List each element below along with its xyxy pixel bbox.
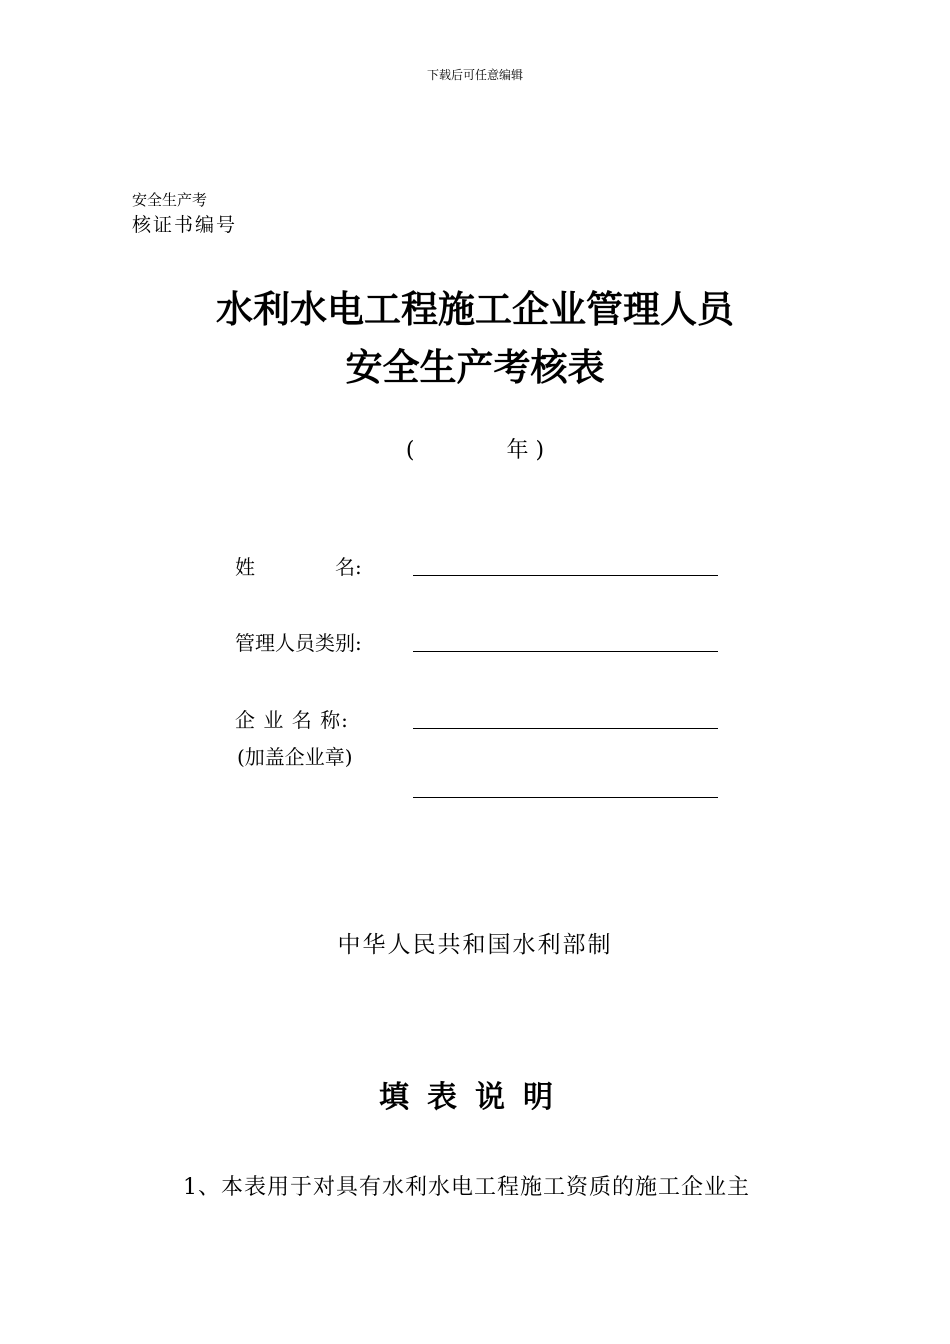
instructions-item-1: 1、本表用于对具有水利水电工程施工资质的施工企业主 [183, 1175, 750, 1200]
issuer-text: 中华人民共和国水利部制 [337, 932, 613, 958]
company-name-input-line[interactable] [413, 728, 718, 729]
certificate-number-label-line1: 安全生产考 [132, 191, 208, 209]
name-label: 姓 名: [235, 555, 362, 579]
certificate-number-label-line2: 核证书编号 [132, 214, 238, 236]
company-name-label: 企 业 名 称: [235, 708, 349, 732]
document-title-line1: 水利水电工程施工企业管理人员 [216, 288, 734, 331]
company-name-input-line-2[interactable] [413, 797, 718, 798]
category-label: 管理人员类别: [235, 631, 362, 655]
year-label: 年 ) [506, 438, 545, 463]
category-input-line[interactable] [413, 651, 718, 652]
instructions-title: 填表说明 [379, 1080, 571, 1115]
year-open-paren: ( [405, 438, 415, 463]
document-title-line2: 安全生产考核表 [345, 346, 605, 389]
header-note: 下载后可任意编辑 [426, 68, 523, 82]
year-field [0, 433, 950, 464]
name-input-line[interactable] [413, 575, 718, 576]
seal-note: (加盖企业章) [237, 745, 353, 769]
